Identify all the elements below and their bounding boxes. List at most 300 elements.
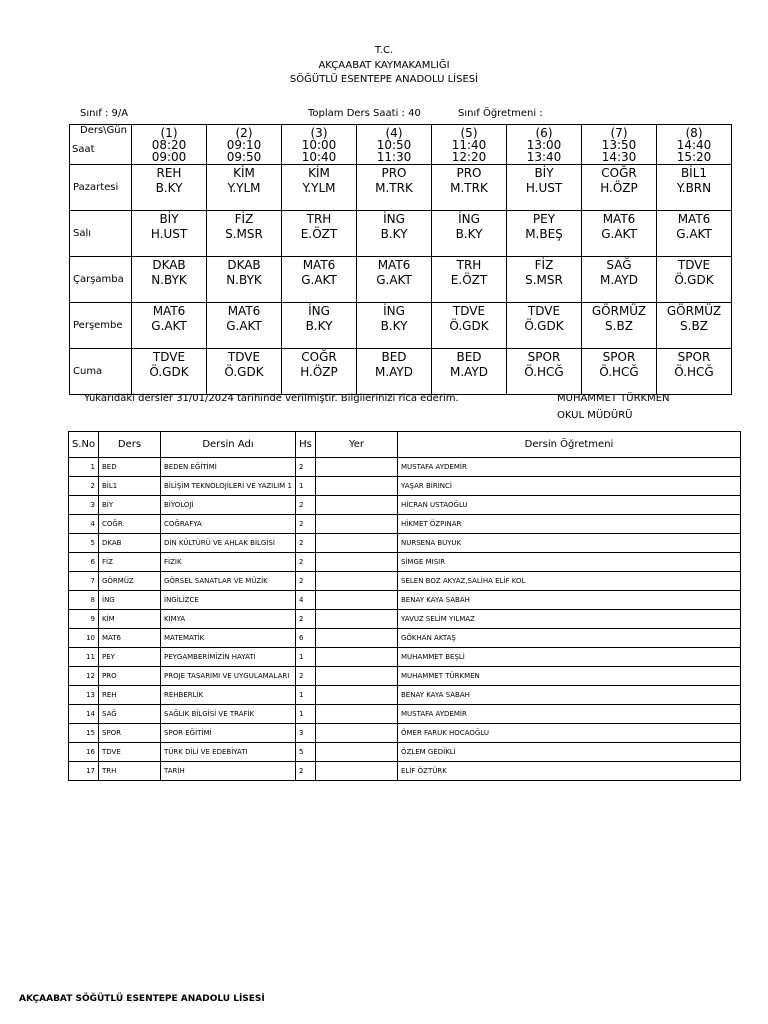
lesson-code: TDVE (452, 304, 486, 318)
period-start: 11:40 (451, 137, 487, 152)
lesson-cell (657, 303, 732, 349)
course-sno: 9 (69, 610, 99, 629)
lesson-cell (207, 349, 282, 395)
table-row (69, 496, 741, 515)
lesson-teacher: H.UST (150, 227, 188, 241)
course-place (316, 534, 398, 553)
col-header-teacher: Dersin Öğretmeni (398, 432, 741, 458)
period-start: 08:20 (151, 137, 187, 152)
lesson-teacher: Y.YLM (227, 181, 261, 195)
lesson-code: GÖRMÜZ (591, 304, 647, 318)
lesson-cell (582, 257, 657, 303)
course-place (316, 629, 398, 648)
course-code: DKAB (99, 534, 161, 553)
lesson-code: BİY (159, 212, 179, 226)
course-name: REHBERLİK (161, 686, 296, 705)
period-number: (5) (460, 125, 478, 140)
period-start: 09:10 (226, 137, 262, 152)
lesson-teacher: B.KY (380, 227, 408, 241)
day-row-monday (70, 165, 732, 211)
day-label: Perşembe (70, 303, 132, 349)
lesson-code: PRO (456, 166, 482, 180)
course-hours: 2 (296, 572, 316, 591)
lesson-teacher: Ö.GDK (524, 319, 564, 333)
period-end: 11:30 (376, 149, 412, 164)
course-code: TRH (99, 762, 161, 781)
course-place (316, 762, 398, 781)
course-code: COĞR (99, 515, 161, 534)
course-hours: 4 (296, 591, 316, 610)
course-teacher: NURSENA BUYUK (398, 534, 741, 553)
course-name: PROJE TASARIMI VE UYGULAMALARI (161, 667, 296, 686)
period-number: (1) (160, 125, 178, 140)
day-label: Salı (70, 211, 132, 257)
course-hours: 1 (296, 648, 316, 667)
day-row-friday (70, 349, 732, 395)
lesson-cell (432, 211, 507, 257)
course-code: TDVE (99, 743, 161, 762)
course-teacher: YAVUZ SELİM YILMAZ (398, 610, 741, 629)
course-code: GÖRMÜZ (99, 572, 161, 591)
lesson-teacher: Ö.GDK (674, 273, 714, 287)
course-name: TARİH (161, 762, 296, 781)
course-hours: 1 (296, 686, 316, 705)
corner-cell (70, 125, 132, 165)
course-teacher: SİMGE MISIR (398, 553, 741, 572)
course-hours: 2 (296, 515, 316, 534)
course-sno: 14 (69, 705, 99, 724)
total-hours-label: Toplam Ders Saati : 40 (308, 108, 421, 119)
lesson-teacher: M.TRK (375, 181, 413, 195)
course-hours: 2 (296, 534, 316, 553)
lesson-teacher: E.ÖZT (300, 227, 338, 241)
lesson-cell (507, 165, 582, 211)
course-code: REH (99, 686, 161, 705)
lesson-cell (282, 257, 357, 303)
lesson-teacher: G.AKT (226, 319, 262, 333)
course-place (316, 591, 398, 610)
lesson-code: PEY (532, 212, 556, 226)
lesson-cell (357, 303, 432, 349)
footnote-text: Yukarıdaki dersler 31/01/2024 tarihinde verilmiştir. Bilgilerinizi rica ederim. (84, 393, 459, 404)
lesson-teacher: Ö.HCĞ (674, 365, 714, 379)
lesson-code: COĞR (301, 350, 337, 364)
corner-top-label: Ders\Gün (80, 125, 127, 136)
lesson-code: MAT6 (302, 258, 336, 272)
period-cell (657, 125, 732, 165)
lesson-teacher: N.BYK (151, 273, 187, 287)
lesson-code: FİZ (234, 212, 254, 226)
lesson-code: İNG (308, 304, 330, 318)
course-sno: 2 (69, 477, 99, 496)
lesson-teacher: Ö.GDK (149, 365, 189, 379)
col-header-place: Yer (316, 432, 398, 458)
course-name: PEYGAMBERİMİZİN HAYATI (161, 648, 296, 667)
course-place (316, 477, 398, 496)
lesson-code: MAT6 (227, 304, 261, 318)
lesson-teacher: E.ÖZT (450, 273, 488, 287)
table-row (69, 610, 741, 629)
table-row (69, 667, 741, 686)
course-name: BEDEN EĞİTİMİ (161, 458, 296, 477)
course-teacher: BENAY KAYA SABAH (398, 591, 741, 610)
day-row-thursday (70, 303, 732, 349)
corner-bottom-label: Saat (72, 144, 95, 155)
lesson-code: MAT6 (152, 304, 186, 318)
lesson-code: TDVE (227, 350, 261, 364)
lesson-cell (132, 211, 207, 257)
table-row (69, 534, 741, 553)
course-sno: 4 (69, 515, 99, 534)
lesson-code: MAT6 (677, 212, 711, 226)
table-row (69, 705, 741, 724)
course-sno: 8 (69, 591, 99, 610)
table-row (69, 572, 741, 591)
course-place (316, 515, 398, 534)
col-header-hours: Hs (296, 432, 316, 458)
course-place (316, 686, 398, 705)
period-cell (507, 125, 582, 165)
course-teacher: HİKMET ÖZPINAR (398, 515, 741, 534)
course-hours: 2 (296, 458, 316, 477)
lesson-cell (582, 165, 657, 211)
lesson-teacher: B.KY (155, 181, 183, 195)
course-place (316, 572, 398, 591)
course-teacher: MUHAMMET BEŞLİ (398, 648, 741, 667)
lesson-teacher: S.MSR (225, 227, 263, 241)
period-number: (7) (610, 125, 628, 140)
day-label: Pazartesi (70, 165, 132, 211)
period-end: 09:00 (151, 149, 187, 164)
period-number: (4) (385, 125, 403, 140)
period-cell (282, 125, 357, 165)
course-name: GÖRSEL SANATLAR VE MÜZİK (161, 572, 296, 591)
lesson-teacher: G.AKT (301, 273, 337, 287)
course-hours: 2 (296, 553, 316, 572)
lesson-teacher: B.KY (380, 319, 408, 333)
lesson-teacher: G.AKT (151, 319, 187, 333)
lesson-teacher: Ö.HCĞ (524, 365, 564, 379)
lesson-cell (507, 211, 582, 257)
course-code: BİY (99, 496, 161, 515)
period-cell (582, 125, 657, 165)
course-code: KİM (99, 610, 161, 629)
period-number: (6) (535, 125, 553, 140)
lesson-code: İNG (458, 212, 480, 226)
lesson-teacher: B.KY (305, 319, 333, 333)
lesson-cell (582, 211, 657, 257)
course-name: DİN KÜLTÜRÜ VE AHLAK BİLGİSİ (161, 534, 296, 553)
table-row (69, 629, 741, 648)
course-name: MATEMATİK (161, 629, 296, 648)
course-teacher: MUHAMMET TÜRKMEN (398, 667, 741, 686)
lesson-code: TRH (456, 258, 482, 272)
lesson-cell (657, 349, 732, 395)
course-sno: 3 (69, 496, 99, 515)
bottom-school-name: AKÇAABAT SÖĞÜTLÜ ESENTEPE ANADOLU LİSESİ (19, 994, 265, 1004)
lesson-cell (507, 257, 582, 303)
lesson-teacher: Ö.GDK (224, 365, 264, 379)
lesson-cell (657, 211, 732, 257)
lesson-teacher: M.AYD (449, 365, 488, 379)
course-teacher: HİCRAN USTAOĞLU (398, 496, 741, 515)
course-name: FİZİK (161, 553, 296, 572)
course-teacher: BENAY KAYA SABAH (398, 686, 741, 705)
lesson-teacher: S.BZ (605, 319, 633, 333)
lesson-code: BİY (534, 166, 554, 180)
weekly-schedule-table (69, 124, 732, 395)
lesson-teacher: M.TRK (450, 181, 488, 195)
course-teacher: YAŞAR BİRİNCİ (398, 477, 741, 496)
lesson-cell (132, 257, 207, 303)
lesson-code: MAT6 (377, 258, 411, 272)
lesson-teacher: B.KY (455, 227, 483, 241)
lesson-teacher: M.AYD (599, 273, 638, 287)
lesson-code: DKAB (227, 258, 261, 272)
table-row (69, 762, 741, 781)
course-name: COĞRAFYA (161, 515, 296, 534)
lesson-teacher: M.BEŞ (525, 227, 563, 241)
course-teacher: SELEN BOZ AKYAZ,SALİHA ELİF KOL (398, 572, 741, 591)
course-teacher: GÖKHAN AKTAŞ (398, 629, 741, 648)
lesson-teacher: H.ÖZP (600, 181, 638, 195)
course-sno: 12 (69, 667, 99, 686)
course-code: PRO (99, 667, 161, 686)
period-start: 10:00 (301, 137, 337, 152)
course-hours: 5 (296, 743, 316, 762)
lesson-cell (432, 349, 507, 395)
course-code: BED (99, 458, 161, 477)
course-hours: 2 (296, 667, 316, 686)
lesson-teacher: S.BZ (680, 319, 708, 333)
period-number: (2) (235, 125, 253, 140)
course-place (316, 553, 398, 572)
lesson-cell (507, 349, 582, 395)
day-label: Çarşamba (70, 257, 132, 303)
course-teacher: MUSTAFA AYDEMİR (398, 458, 741, 477)
period-end: 10:40 (301, 149, 337, 164)
day-row-wednesday (70, 257, 732, 303)
course-code: SAĞ (99, 705, 161, 724)
col-header-name: Dersin Adı (161, 432, 296, 458)
course-name: BİLİŞİM TEKNOLOJİLERİ VE YAZILIM 1 (161, 477, 296, 496)
course-code: BİL1 (99, 477, 161, 496)
lesson-cell (657, 257, 732, 303)
course-code: İNG (99, 591, 161, 610)
table-row (69, 686, 741, 705)
course-hours: 6 (296, 629, 316, 648)
principal-name: MUHAMMET TÜRKMEN (557, 393, 670, 404)
lesson-cell (282, 211, 357, 257)
lesson-cell (282, 349, 357, 395)
course-teacher: MUSTAFA AYDEMİR (398, 705, 741, 724)
period-number: (3) (310, 125, 328, 140)
course-hours: 2 (296, 762, 316, 781)
period-start: 10:50 (376, 137, 412, 152)
lesson-code: REH (156, 166, 182, 180)
course-sno: 15 (69, 724, 99, 743)
course-teacher: ELİF ÖZTÜRK (398, 762, 741, 781)
period-number: (8) (685, 125, 703, 140)
lesson-teacher: N.BYK (226, 273, 262, 287)
day-row-tuesday (70, 211, 732, 257)
course-name: İNGİLİZCE (161, 591, 296, 610)
lesson-code: TDVE (152, 350, 186, 364)
lesson-code: PRO (381, 166, 407, 180)
course-place (316, 648, 398, 667)
lesson-teacher: Ö.HCĞ (599, 365, 639, 379)
course-name: KİMYA (161, 610, 296, 629)
period-end: 15:20 (676, 149, 712, 164)
lesson-cell (432, 303, 507, 349)
course-name: BİYOLOJİ (161, 496, 296, 515)
course-sno: 17 (69, 762, 99, 781)
lesson-code: İNG (383, 304, 405, 318)
lesson-teacher: G.AKT (601, 227, 637, 241)
class-label: Sınıf : 9/A (80, 108, 129, 119)
table-row (69, 515, 741, 534)
lesson-code: SPOR (677, 350, 711, 364)
lesson-cell (432, 165, 507, 211)
table-row (69, 724, 741, 743)
table-row (69, 591, 741, 610)
lesson-cell (582, 349, 657, 395)
course-sno: 11 (69, 648, 99, 667)
table-row (69, 458, 741, 477)
lesson-cell (132, 165, 207, 211)
course-hours: 1 (296, 477, 316, 496)
course-list-table (68, 431, 741, 781)
lesson-cell (357, 211, 432, 257)
table-row (69, 743, 741, 762)
lesson-code: FİZ (534, 258, 554, 272)
course-code: MAT6 (99, 629, 161, 648)
lesson-cell (282, 303, 357, 349)
lesson-cell (207, 257, 282, 303)
lesson-cell (657, 165, 732, 211)
period-cell (432, 125, 507, 165)
col-header-code: Ders (99, 432, 161, 458)
course-teacher: ÖZLEM GEDİKLİ (398, 743, 741, 762)
course-place (316, 610, 398, 629)
course-hours: 2 (296, 496, 316, 515)
lesson-code: SPOR (602, 350, 636, 364)
lesson-teacher: Ö.GDK (449, 319, 489, 333)
course-name: TÜRK DİLİ VE EDEBİYATI (161, 743, 296, 762)
lesson-teacher: G.AKT (376, 273, 412, 287)
course-sno: 1 (69, 458, 99, 477)
lesson-cell (432, 257, 507, 303)
lesson-teacher: Y.YLM (302, 181, 336, 195)
lesson-code: İNG (383, 212, 405, 226)
period-cell (357, 125, 432, 165)
course-sno: 10 (69, 629, 99, 648)
lesson-cell (132, 303, 207, 349)
course-place (316, 458, 398, 477)
course-hours: 1 (296, 705, 316, 724)
lesson-cell (357, 349, 432, 395)
course-name: SPOR EĞİTİMİ (161, 724, 296, 743)
lesson-cell (357, 257, 432, 303)
table-row (69, 477, 741, 496)
header-line-3: SÖĞÜTLÜ ESENTEPE ANADOLU LİSESİ (289, 74, 479, 85)
course-sno: 7 (69, 572, 99, 591)
course-hours: 3 (296, 724, 316, 743)
day-label: Cuma (70, 349, 132, 395)
course-hours: 2 (296, 610, 316, 629)
lesson-code: SAĞ (606, 258, 632, 272)
principal-title: OKUL MÜDÜRÜ (557, 410, 633, 421)
course-sno: 6 (69, 553, 99, 572)
lesson-code: COĞR (601, 166, 637, 180)
course-name: SAĞLIK BİLGİSİ VE TRAFİK (161, 705, 296, 724)
lesson-code: MAT6 (602, 212, 636, 226)
lesson-teacher: H.ÖZP (300, 365, 338, 379)
lesson-cell (282, 165, 357, 211)
period-cell (132, 125, 207, 165)
course-code: PEY (99, 648, 161, 667)
lesson-cell (582, 303, 657, 349)
lesson-code: SPOR (527, 350, 561, 364)
period-start: 14:40 (676, 137, 712, 152)
lesson-cell (207, 211, 282, 257)
course-place (316, 724, 398, 743)
lesson-code: BİL1 (680, 166, 708, 180)
class-teacher-label: Sınıf Öğretmeni : (458, 108, 543, 119)
course-place (316, 705, 398, 724)
period-start: 13:00 (526, 137, 562, 152)
header-line-2: AKÇAABAT KAYMAKAMLIĞI (318, 60, 450, 71)
period-end: 14:30 (601, 149, 637, 164)
period-start: 13:50 (601, 137, 637, 152)
course-place (316, 667, 398, 686)
lesson-cell (507, 303, 582, 349)
table-row (69, 553, 741, 572)
lesson-code: DKAB (152, 258, 186, 272)
lesson-code: GÖRMÜZ (666, 304, 722, 318)
lesson-teacher: M.AYD (374, 365, 413, 379)
lesson-teacher: S.MSR (525, 273, 563, 287)
lesson-cell (132, 349, 207, 395)
lesson-cell (207, 165, 282, 211)
course-sno: 5 (69, 534, 99, 553)
lesson-code: KİM (233, 166, 255, 180)
lesson-code: TDVE (527, 304, 561, 318)
lesson-cell (357, 165, 432, 211)
course-code: FİZ (99, 553, 161, 572)
period-end: 09:50 (226, 149, 262, 164)
course-place (316, 496, 398, 515)
lesson-code: BED (381, 350, 407, 364)
table-row (69, 648, 741, 667)
lesson-teacher: Y.BRN (676, 181, 712, 195)
lesson-teacher: G.AKT (676, 227, 712, 241)
course-place (316, 743, 398, 762)
course-sno: 13 (69, 686, 99, 705)
lesson-code: TRH (306, 212, 332, 226)
course-teacher: ÖMER FARUK HOCAOĞLU (398, 724, 741, 743)
period-end: 12:20 (451, 149, 487, 164)
lesson-code: KİM (308, 166, 330, 180)
period-header-row (70, 125, 732, 165)
period-cell (207, 125, 282, 165)
lesson-code: BED (456, 350, 482, 364)
course-code: SPOR (99, 724, 161, 743)
col-header-sno: S.No (69, 432, 99, 458)
period-end: 13:40 (526, 149, 562, 164)
lesson-code: TDVE (677, 258, 711, 272)
course-header-row (69, 432, 741, 458)
